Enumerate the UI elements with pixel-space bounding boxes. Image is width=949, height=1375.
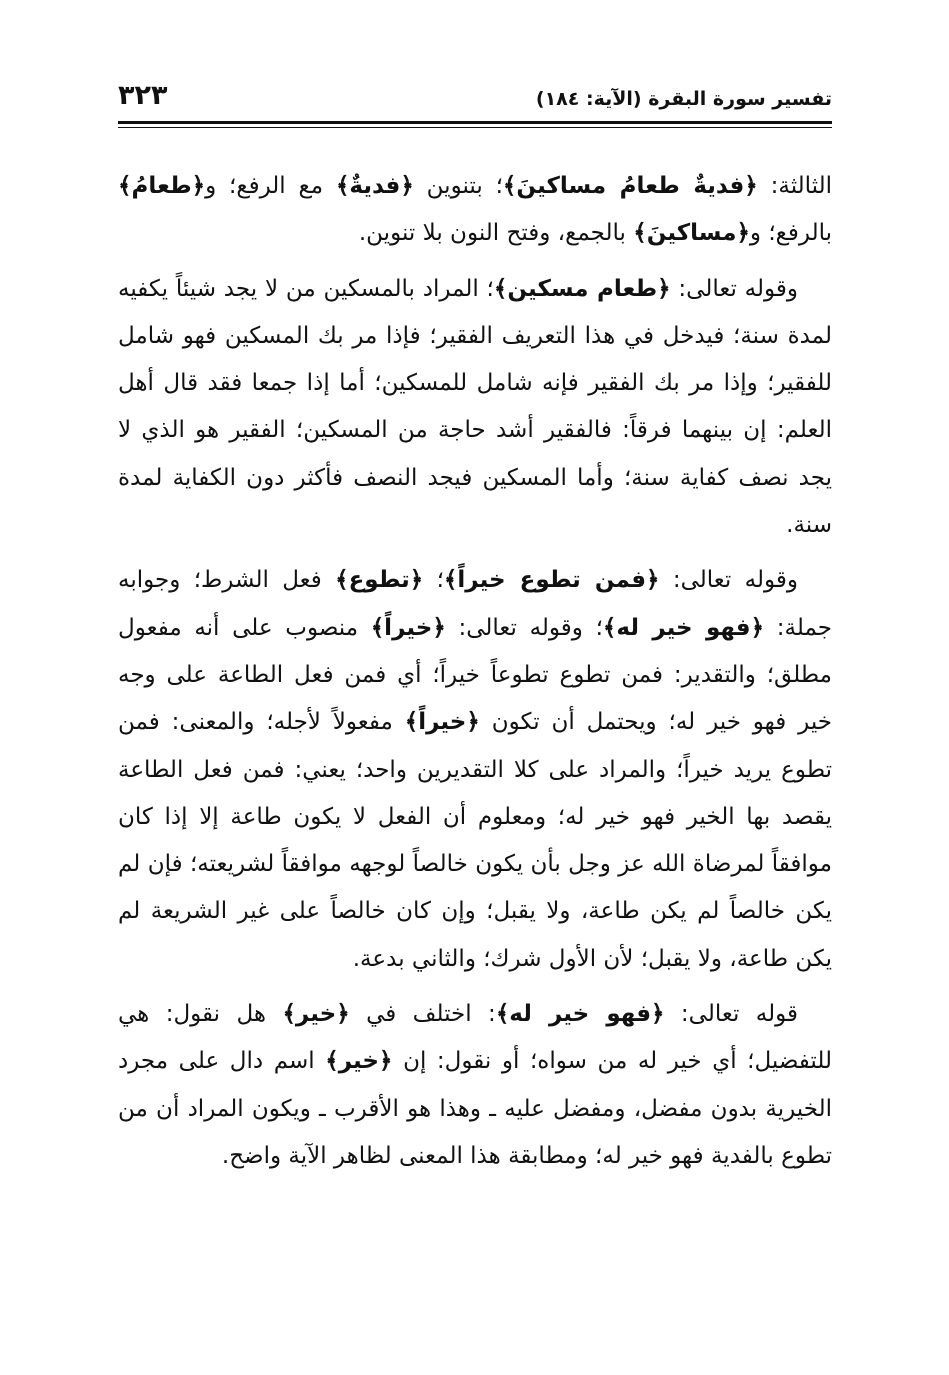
page-number: ٣٢٣ [118,80,168,111]
quran-citation: ﴿خيراً﴾ [370,614,446,641]
body-text [118,163,832,1188]
text-run: وقوله تعالى: [670,275,798,302]
paragraph [118,991,832,1180]
quran-citation: ﴿طعام مسكين﴾ [493,275,671,302]
quran-citation: ﴿فديةٌ﴾ [335,173,414,199]
quran-citation: ﴿تطوع﴾ [335,567,424,594]
text-run: ؛ [423,567,444,594]
paragraph [118,557,832,983]
text-run: فعل الشرط؛ وجوابه جملة: [118,567,832,641]
header-rule-thick [118,121,832,124]
text-run: منصوب على أنه مفعول مطلق؛ والتقدير: فمن تطوع تطوعاً خيراً؛ أي فمن فعل الطاعة على وجه خير فهو خير له؛ ويحتمل أن تكون [118,614,833,736]
paragraph [118,163,832,258]
quran-citation: ﴿خير﴾ [325,1048,393,1075]
text-run: قوله تعالى: [664,1001,798,1028]
header-rule-thin [118,127,832,128]
quran-citation: ﴿مساكينَ﴾ [633,220,750,247]
quran-citation: ﴿خيراً﴾ [404,709,480,736]
text-run: ؛ المراد بالمسكين من لا يجد شيئاً يكفيه لمدة سنة؛ فيدخل في هذا التعريف الفقير؛ فإذا مر بك المسكين فهو شامل للفقير؛ وإذا مر بك الفقير فإنه شامل للمسكين؛ أما إذا جمعا فقد قال أهل العلم: إن بينهما فرقاً: فالفقير أشد حاجة من المسكين؛ الفقير هو الذي لا يجد نصف كفاية سنة؛ وأما المسكين فيجد النصف فأكثر دون الكفاية لمدة سنة. [118,275,832,539]
page-header [118,80,832,124]
text-run: بالرفع؛ و [749,220,832,247]
text-run: وقوله تعالى: [659,567,798,594]
quran-citation: ﴿فديةٌ طعامُ مساكينَ﴾ [502,173,758,199]
text-run: اسم دال على مجرد الخيرية بدون مفضل، ومفضل عليه ـ وهذا هو الأقرب ـ ويكون المراد أن من تطوع بالفدية فهو خير له؛ ومطابقة هذا المعنى لظاهر الآية واضح. [118,1048,832,1169]
quran-citation: ﴿فهو خير له﴾ [495,1001,665,1028]
text-run: مع الرفع؛ و [205,173,336,199]
running-title: تفسير سورة البقرة (الآية: ١٨٤) [535,88,832,110]
text-run: ؛ بتنوين [413,173,503,199]
text-run: : اختلف في [349,1001,496,1028]
quran-citation: ﴿خير﴾ [282,1001,350,1028]
text-run: هل نقول: هي للتفضيل؛ أي خير له من سواه؛ أو نقول: إن [118,1001,832,1075]
quran-citation: ﴿فمن تطوع خيراً﴾ [443,567,660,594]
text-run: الثالثة: [757,173,832,199]
paragraph [118,266,832,550]
text-run: ؛ وقوله تعالى: [445,614,603,641]
quran-citation: ﴿طعامُ﴾ [118,173,206,199]
text-run: مفعولاً لأجله؛ والمعنى: فمن تطوع يريد خيراً؛ والمراد على كلا التقديرين واحد؛ يعني: فمن فعل الطاعة يقصد بها الخير فهو خير له؛ ومعلوم أن الفعل لا يكون طاعة إلا إذا كان موافقاً لمرضاة الله عز وجل بأن يكون خالصاً لوجهه موافقاً لشريعته؛ فإن لم يكن خالصاً لم يكن طاعة، ولا يقبل؛ وإن كان خالصاً على غير الشريعة لم يكن طاعة، ولا يقبل؛ لأن الأول شرك؛ والثاني بدعة. [118,709,832,972]
text-run: بالجمع، وفتح النون بلا تنوين. [358,220,634,247]
quran-citation: ﴿فهو خير له﴾ [602,614,765,641]
